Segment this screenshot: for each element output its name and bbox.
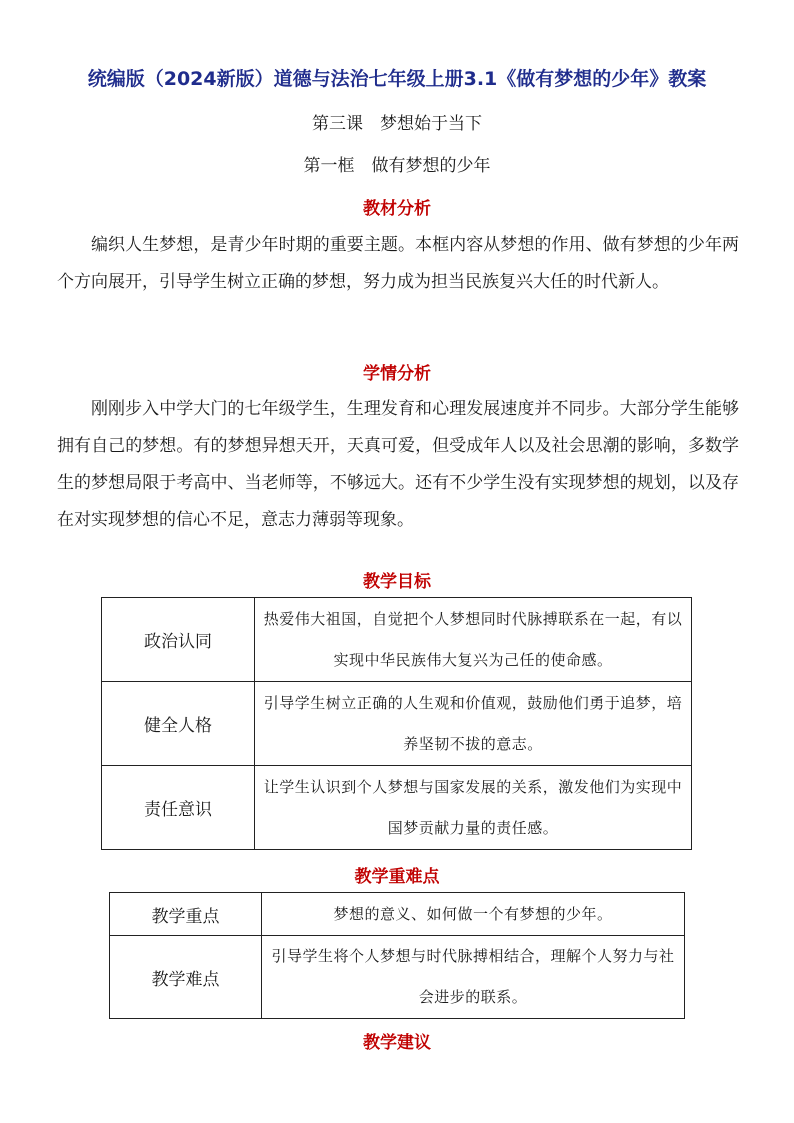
objective-label: 责任意识 [102,766,255,850]
table-row [110,936,685,1019]
objective-label: 健全人格 [102,682,255,766]
objectives-table [101,597,692,850]
lesson-title: 第三课 梦想始于当下 [312,114,482,134]
section-heading-suggestions: 教学建议 [363,1033,431,1053]
section-heading-textbook-analysis: 教材分析 [363,199,431,219]
key-point-label: 教学难点 [110,936,262,1019]
frame-title: 第一框 做有梦想的少年 [303,156,491,176]
table-row [110,893,685,936]
section-heading-student-analysis: 学情分析 [363,364,431,384]
key-point-label: 教学重点 [110,893,262,936]
student-analysis-paragraph: 刚刚步入中学大门的七年级学生，生理发育和心理发展速度并不同步。大部分学生能够拥有自己的梦想。有的梦想异想天开，天真可爱，但受成年人以及社会思潮的影响，多数学生的梦想局限于考高中、当老师等，不够远大。还有不少学生没有实现梦想的规划，以及存在对实现梦想的信心不足，意志力薄弱等现象。 [57,399,739,530]
key-points-table [109,892,685,1019]
objective-content: 引导学生树立正确的人生观和价值观，鼓励他们勇于追梦，培养坚韧不拔的意志。 [255,682,692,766]
objective-content: 热爱伟大祖国，自觉把个人梦想同时代脉搏联系在一起，有以实现中华民族伟大复兴为己任的使命感。 [255,598,692,682]
section-heading-key-points: 教学重难点 [354,867,440,887]
table-row [102,682,692,766]
objective-content: 让学生认识到个人梦想与国家发展的关系，激发他们为实现中国梦贡献力量的责任感。 [255,766,692,850]
table-row [102,766,692,850]
section-heading-objectives: 教学目标 [363,572,431,592]
table-row [102,598,692,682]
key-point-content: 引导学生将个人梦想与时代脉搏相结合，理解个人努力与社会进步的联系。 [262,936,685,1019]
key-point-content: 梦想的意义、如何做一个有梦想的少年。 [262,893,685,936]
textbook-analysis-paragraph: 编织人生梦想，是青少年时期的重要主题。本框内容从梦想的作用、做有梦想的少年两个方向展开，引导学生树立正确的梦想，努力成为担当民族复兴大任的时代新人。 [57,235,739,292]
objective-label: 政治认同 [102,598,255,682]
document-title: 统编版（2024新版）道德与法治七年级上册3.1《做有梦想的少年》教案 [87,68,707,90]
